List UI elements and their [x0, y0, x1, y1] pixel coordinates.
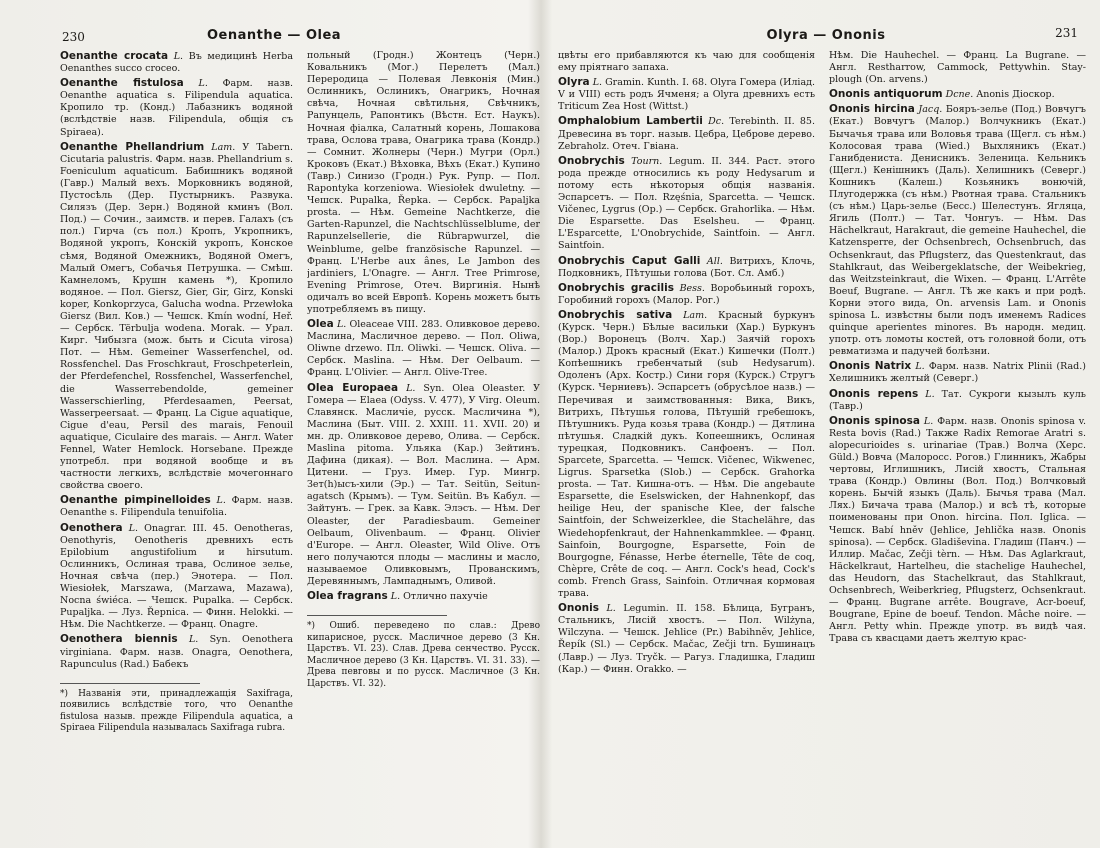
entry-headword: Oenanthe Phellandrium	[60, 140, 205, 153]
entry-text: Фарм. назв. Natrix Plinii (Rad.) Хелишникъ желтый (Северг.)	[829, 361, 1086, 385]
running-head: Oenanthe — Olea	[206, 28, 342, 43]
entries-list	[307, 50, 540, 603]
entry-author: L.	[173, 51, 184, 62]
entry-author: L.	[915, 361, 925, 373]
page-number: 231	[1055, 26, 1078, 40]
entry-text: Отлично пахучіе	[403, 591, 488, 603]
entry-headword: Oenanthe crocata	[60, 50, 169, 62]
entry-headword: Ononis Natrix	[829, 360, 912, 373]
entry-author: L.	[606, 603, 616, 615]
left-column-2	[307, 50, 540, 840]
entry-text: Anonis Діоскор.	[976, 89, 1055, 101]
entry-headword: Oenothera	[60, 521, 123, 534]
entry-text: Syn. Oenothera virginiana. Фарм. назв. Onagra, Oenothera, Rapunculus (Rad.) Бабекъ	[60, 634, 293, 670]
entry-author: L.	[188, 634, 199, 646]
dictionary-entry	[558, 155, 815, 253]
dictionary-entry	[829, 360, 1086, 385]
left-column-1	[60, 50, 293, 840]
entry-text: Фарм. назв. Oenanthe aquatica s. Filipendula aquatica. Кропило тр. (Конд.) Лабазникъ водяной (вслѣдствіе назв. Filipendula, общія съ Spiraea).	[60, 78, 293, 138]
entry-author: Bess.	[679, 282, 705, 294]
entry-text: Legumin. II. 158. Бѣлица, Бугранъ, Стальникъ, Лисій хвостъ. — Пол. Wilżyna, Wilczyna. — Чешск. Jehlice (Pr.) Babihněv, Jehlice, Řepík (Sl.) — Сербск. Mačac, Zečji trn. Бушинацъ (Лавр.) — Луз. Tryčk. — Рагуз. Гладишка, Гладиш (Кар.) — Финн. Orakko. —	[558, 603, 815, 675]
entry-text: Terebinth. II. 85. Древесина въ торг. назыв. Цебра, Цеброве дерево. Zebraholz. Отеч. Гвіана.	[558, 116, 815, 152]
dictionary-entry	[558, 50, 815, 74]
entry-author: Lam.	[683, 309, 708, 321]
footnote-divider	[307, 615, 447, 616]
entries-list	[829, 50, 1086, 646]
dictionary-entry	[60, 494, 293, 519]
entry-headword: Ononis antiquorum	[829, 88, 943, 101]
entry-text: Фарм. назв. Oenanthe s. Filipendula tenuifolia.	[60, 495, 293, 519]
right-column-1	[558, 50, 815, 840]
dictionary-entry	[558, 309, 815, 600]
entry-text: Legum. II. 344. Раст. этого рода прежде относились къ роду Hedysarum и потому есть нѣкоторыя общія названія. Эспарсетъ. — Пол. Rzęśnia, Sparcetta. — Чешск. Vičenec, Lygrus (Ор.) — Сербск. Grahorlika. — Нѣм. Die Esparsette. Das Eselsheu. — Франц. L'Esparcette, L'Onobrychide, Saintfoin. — Англ. Saintfoin.	[558, 155, 815, 252]
entry-headword: Ononis spinosa	[829, 414, 920, 427]
page-number: 230	[62, 30, 85, 44]
dictionary-entry	[829, 50, 1086, 86]
entry-text: У Tabern. Cicutaria palustris. Фарм. назв. Phellandrium s. Foeniculum aquaticum. Бабишникъ водяной (Гавр.) Малый вехъ. Морковникъ водяной, Пустосѣль (Дер. Пустырникъ. Развука. Силязъ (Дер. Зерн.) Водяной кминъ (Вол. Под.) — Сочин., заимств. и перев. Галахъ (съ пол.) Гирча (съ пол.) Кропъ, Укропникъ, Водяной укропъ, Конскій укропъ, Конское сѣмя, Водяной Омежникъ, Водяной Омегъ, Малый Омегъ, Собачья Петрушка. — Смѣш. Камнеломъ, Крушн камень *), Кропило водяное. — Пол. Giersz, Gier, Gir, Girz, Konski koper, Konkoprzyca, Galucha wodna. Przewłoka Giersz (Вил. Ков.) — Чешск. Kmín wodní, Heř. — Сербск. Tërbulja wodena. Morak. — Урал. Кирг. Чибызга (мож. быть и Cicuta virosa) Пот. — Нѣм. Gemeiner Wasserfenchel, od. Rossfenchel. Das Froschkraut, Froschpeterlein, der Pferdefenchel, Rossfenchel, Wasserfenchel, die Wasserrebendolde, gemeiner Wasserschierling, Pferdesaamen, Peersat, Wasserpeersaat. — Франц. La Cigue aquatique, Cigue d'eau, Persil des marais, Fenouil aquatique, Ciculaire des marais. — Англ. Water Fennel, Water Hemlock. Horsebane. Прежде употребл. при водяной вообще и въ частности легкихъ, вслѣдствіе мочегоннаго свойства своего.	[60, 141, 293, 492]
entry-text: Красный буркунъ (Курск. Черн.) Бѣлые васильки (Хар.) Буркунъ (Вор.) Воронецъ (Волч. Хар.) Заячій горохъ (Малор.) Дрокъ красный (Екат.) Кишечки (Полт.) Копѣешникъ гребенчатый (sub Hedysarum). Одоленъ (Арх. Костр.) Сини горя (Курск.) Стругъ (Курск. Черниевъ). Эспарсетъ (обрусѣлое назв.) — Перечивая и заимствованныя: Вика, Викъ, Витрихъ, Пѣтушья голова, Пѣтушій гребешокъ, Пѣтушникъ. Руда козья трава (Кондр.) — Дятлина пѣтушья. Сладкій дукъ. Копеешникъ, Ослиная турецкая, Подковникъ. Санфоенъ. — Пол. Sparcete, Sparcetta. — Чешск. Vičenec, Wikwenec, Ligrus. Sparsetka (Slob.) — Сербск. Grahorka prosta. — Тат. Кишна-отъ. — Нѣм. Die angebaute Esparsette, die Eselswicken, der Hahnenkopf, das heilige Heu, der spanische Klee, der falsche Saintfoin, der Schweizerklee, die Stachelähre, das Wiedehopfenkraut, der Hahnenkammklee. — Франц. Sainfoin, Bourgogne, Esparsette, Foin de Bourgogne, Fénasse, Herbe éternelle, Tête de coq, Chèpre, Crête de coq. — Англ. Cock's head, Cock's comb. French Grass, Sainfoin. Отличная кормовая трава.	[558, 309, 815, 600]
entry-headword: Oenothera biennis	[60, 633, 178, 646]
entry-author: L.	[923, 415, 934, 427]
entry-author: Jacq.	[918, 104, 943, 116]
entry-headword: Onobrychis	[558, 154, 625, 167]
entry-text: польный (Гродн.) Жонтецъ (Черн.) Ковальникъ (Мог.) Перелетъ (Мал.) Переродица — Полевая Левконія (Мин.) Ослинникъ, Ослиникъ, Онагрикъ, Ночная свѣча, Ночная свѣтильня, Свѣчникъ, Рапунцель, Рапонтикъ (Вѣстн. Ест. Наукъ). Ночная фіалка, Салатный корень, Лошакова трава, Ослова трава, Онагрика трава (Кондр.) — Сомнит. Жолнеры (Черн.) Мугри (Орл.) Кроковъ (Екат.) Вѣховка, Вѣхъ (Екат.) Купино (Тавр.) Синизо (Гродн.) Рук. Рупр. — Пол. Rapontyka korzeniowa. Wiesiołek dwuletny. — Чешск. Pupalka, Řepka. — Сербск. Papaljka prosta. — Нѣм. Gemeine Nachtkerze, die Garten-Rapunzel, die Nachtschlüsselblume, der Rapunzelsellerie, die Rübrapwurzel, die Weinblume, gelbe französische Rapunzel. — Франц. L'Herbe aux ânes, Le Jambon des jardiniers, L'Onagre. — Англ. Tree Primrose, Evening Primrose, Отеч. Виргинія. Нынѣ одичалъ во всей Европѣ. Корень можетъ быть употребляемъ въ пищу.	[307, 50, 540, 315]
entry-text: Gramin. Kunth. I. 68. Olyra Гомера (Иліад. V и VIII) есть родъ Ячменя; а Olyra древнихъ есть Triticum Zea Host (Wittst.)	[558, 77, 815, 113]
entry-headword: Olea	[307, 318, 334, 331]
entry-text: Воробьиный горохъ, Горобиний горохъ (Малор. Рог.)	[558, 282, 815, 306]
entry-text: Витрихъ, Клочь, Подковникъ, Пѣтушьи голова (Бот. Сл. Амб.)	[558, 255, 815, 279]
entry-author: L.	[406, 382, 416, 394]
left-page-header	[0, 24, 548, 48]
entry-headword: Omphalobium Lambertii	[558, 115, 703, 128]
entry-headword: Ononis hircina	[829, 103, 915, 116]
right-page	[552, 0, 1100, 848]
dictionary-entry	[60, 50, 293, 75]
entry-headword: Olea fragrans	[307, 590, 388, 603]
entry-text: Oleaceae VIII. 283. Оливковое дерево. Маслина, Масличное дерево. — Пол. Oliwa, Oliwne drzewo. Пл. Oliwki. — Чешск. Oliva. — Сербск. Maslina. — Нѣм. Der Oelbaum. — Франц. L'Olivier. — Англ. Olive-Tree.	[307, 319, 540, 379]
entry-headword: Onobrychis sativa	[558, 308, 673, 321]
entry-author: L.	[336, 319, 347, 331]
dictionary-entry	[558, 115, 815, 152]
entry-headword: Ononis	[558, 602, 599, 615]
dictionary-entry	[829, 415, 1086, 646]
entry-headword: Olyra	[558, 76, 590, 89]
dictionary-entry	[60, 141, 293, 493]
entry-author: L.	[925, 388, 935, 400]
entry-author: Lam.	[211, 141, 236, 153]
right-page-header	[552, 24, 1100, 48]
entry-author: L.	[216, 495, 226, 507]
entry-text: цвѣты его прибавляются къ чаю для сообщенія ему пріятнаго запаха.	[558, 50, 815, 74]
dictionary-entry	[558, 602, 815, 676]
entry-headword: Ononis repens	[829, 387, 919, 400]
entry-author: L.	[390, 591, 401, 603]
entry-author: Dcne.	[945, 89, 974, 101]
entry-text: Тат. Сукроги кызылъ куль (Тавр.)	[829, 388, 1086, 412]
entry-author: Dc.	[708, 116, 725, 128]
dictionary-entry	[307, 50, 540, 316]
dictionary-entry	[558, 255, 815, 280]
entry-author: L.	[198, 78, 208, 90]
dictionary-entry	[60, 77, 293, 138]
dictionary-entry	[829, 388, 1086, 413]
right-column-2	[829, 50, 1086, 840]
dictionary-entry	[60, 633, 293, 670]
entry-text: Onagrar. III. 45. Oenotheras, Oenothyris, Oenotheris древнихъ есть Epilobium angustifolium и hirsutum. Ослинникъ, Ослиная трава, Ослиное зелье, Ночная свѣча (пер.) Энотера. — Пол. Wiesiołek, Marszawa, (Marzawa, Mazawa), Nocna świéca. — Чешск. Pupalka. — Сербск. Pupaljka. — Луз. Řepnica. — Финн. Helokki. — Нѣм. Die Nachtkerze. — Франц. Onagre.	[60, 522, 293, 631]
dictionary-entry	[558, 282, 815, 307]
entries-list	[558, 50, 815, 676]
entry-headword: Onobrychis gracilis	[558, 281, 674, 294]
dictionary-entry	[307, 318, 540, 379]
entry-author: L.	[592, 77, 603, 89]
entry-headword: Onobrychis Caput Galli	[558, 254, 701, 267]
entry-headword: Olea Europaea	[307, 381, 399, 394]
dictionary-entry	[829, 88, 1086, 101]
footnote: *) Названія эти, принадлежащія Saxifraga, появились вслѣдствіе того, что Oenanthe fistulosa назыв. прежде Filipendula aquatica, а Spiraea Filipendula называлась Saxifraga rubra.	[60, 688, 293, 734]
left-page	[0, 0, 548, 848]
running-head: Olyra — Ononis	[766, 28, 886, 43]
dictionary-entry	[307, 590, 540, 603]
entries-list	[60, 50, 293, 671]
entry-author: L.	[128, 522, 139, 534]
dictionary-entry	[60, 522, 293, 632]
footnote-divider	[60, 683, 200, 684]
entry-text: Нѣм. Die Hauhechel. — Франц. La Bugrane. — Англ. Restharrow, Cammock, Pettywhin. Stay-plough (On. arvens.)	[829, 50, 1086, 86]
left-page-columns	[60, 50, 540, 840]
footnote: *) Ошиб. переведено по слав.: Древо кипарисное, русск. Масличное дерево (3 Кн. Царствъ. VI. 23). Слав. Древа сенчество. Русск. Масличное дерево (3 Кн. Царствъ. VI. 31. 33). — Древа певговы и по русск. Масличное (3 Кн. Царствъ. VI. 32).	[307, 621, 540, 689]
entry-text: Syn. Olea Oleaster. У Гомера — Elaea (Odyss. V. 477), У Virg. Oleum. Славянск. Масличіе, русск. Масличина *), Маслина (Быт. VIII. 2. XXIII. 11. XVII. 20) и мн. др. Оливковое дерево, Олива. — Сербск. Maslina pitoma. Ульяка (Кар.) Зейтинъ. Дафина (дикая). — Вол. Маслина. — Арм. Цитени. — Груз. Имер. Гур. Мингр. Зет(h)ысъ-хили (Эр.) — Тат. Seitün, Seitun-agatsch (Крымъ). — Тум. Seitün. Въ Кабул. — Зайтунъ. — Грек. за Кавк. Элэсъ. — Нѣм. Der Oleaster, der Paradiesbaum. Gemeiner Oelbaum, Olivenbaum. — Франц. Olivier d'Europe. — Англ. Oleaster, Wild Olive. Отъ него получаются плоды — маслины и масло, называемое Оливковымъ, Прованскимъ, Деревяннымъ, Лампаднымъ, Оливой.	[307, 382, 540, 588]
entry-text: Въ медицинѣ Herba Oenanthes succo croceo.	[60, 51, 293, 75]
right-page-columns	[558, 50, 1086, 840]
entry-author: Tourn.	[631, 155, 663, 167]
dictionary-entry	[558, 76, 815, 113]
entry-text: Фарм. назв. Ononis spinosa v. Resta bovis (Rad.) Также Radix Remorae Aratri s. alopecurioides s. urinariae (Трав.) Волча (Херс. Güld.) Вовча (Малоросс. Рогов.) Глинникъ, Жабры чертовы, Иглишникъ, Лисій хвостъ, Стальная трава (Кондр.) Овлины (Вол. Под.) Волчковый корень. Бычій языкъ (Даль). Бычья трава (Мал. Лях.) Бичача трава (Малор.) и всѣ тѣ, которые поименованы при Onon. hircina. Пол. Iglica. — Чешск. Babí hněv (Jehlice, Jehlička назв. Ononis spinosa). — Сербск. Gladiševina. Гладиш (Панч.) — Иллир. Mačac, Zečji tèrn. — Нѣм. Das Aglarkraut, Häckelkraut, Hartelheu, die stachelige Hauhechel, das Heudorn, das Stachelkraut, das Stahlkraut, Ochsenbrech, Weiberkrieg, Pflugsterz, Ochsenkraut. — Франц. Bugrane arrête. Bougrave, Acr-boeuf, Bougrane, Epine de boeuf. Tendon. Mâche noire. — Англ. Petty whin. Прежде употр. въ видѣ чая. Трава съ квасцами даетъ желтую крас-	[829, 415, 1086, 645]
entry-headword: Oenanthe pimpinelloides	[60, 494, 211, 507]
dictionary-entry	[307, 382, 540, 589]
entry-author: All.	[706, 255, 723, 267]
entry-headword: Oenanthe fistulosa	[60, 77, 184, 90]
entry-text: Бояръ-зелье (Под.) Вовчугъ (Екат.) Вовчугъ (Малор.) Волчукникъ (Екат.) Бычачья трава или Воловья трава (Щегл. съ нѣм.) Колосовая трава (Wied.) Выхляникъ (Екат.) Ганибдениста. Денисникъ. Зеленица. Кельникъ (Щегл.) Кенішникъ (Даль). Хелишникъ (Северг.) Кошникъ (Калеш.) Козьяникъ вонючій, Плугодержка (съ нѣм.) Рвотная трава. Стальникъ (съ нѣм.) Царь-зелье (Бесс.) Шелестунъ. Ягляца, Ягиль (Полт.) — Тат. Чонгуъ. — Нѣм. Das Hächelkraut, Harakraut, die gemeine Hauhechel, die Katzensperre, der Ochsenbrech, Ochsenbruch, das Ochsenkraut, das Pflugsterz, das Questenkraut, das Stahlkraut, das Weibergeklatsche, der Weibekrieg, das Weitzsteinkraut, die Wixen. — Франц. L'Arrête Boeuf, Bugrane. — Англ. Тѣ же какъ и при родѣ. Корни этого вида, On. arvensis Lam. и Ononis spinosa L. извѣстны были подъ именемъ Radices quinque aperientes minores. Въ народн. медиц. употр. отъ ломоты костей, отъ головной боли, отъ ревматизма и падучей болѣзни.	[829, 104, 1086, 358]
dictionary-entry	[829, 103, 1086, 358]
